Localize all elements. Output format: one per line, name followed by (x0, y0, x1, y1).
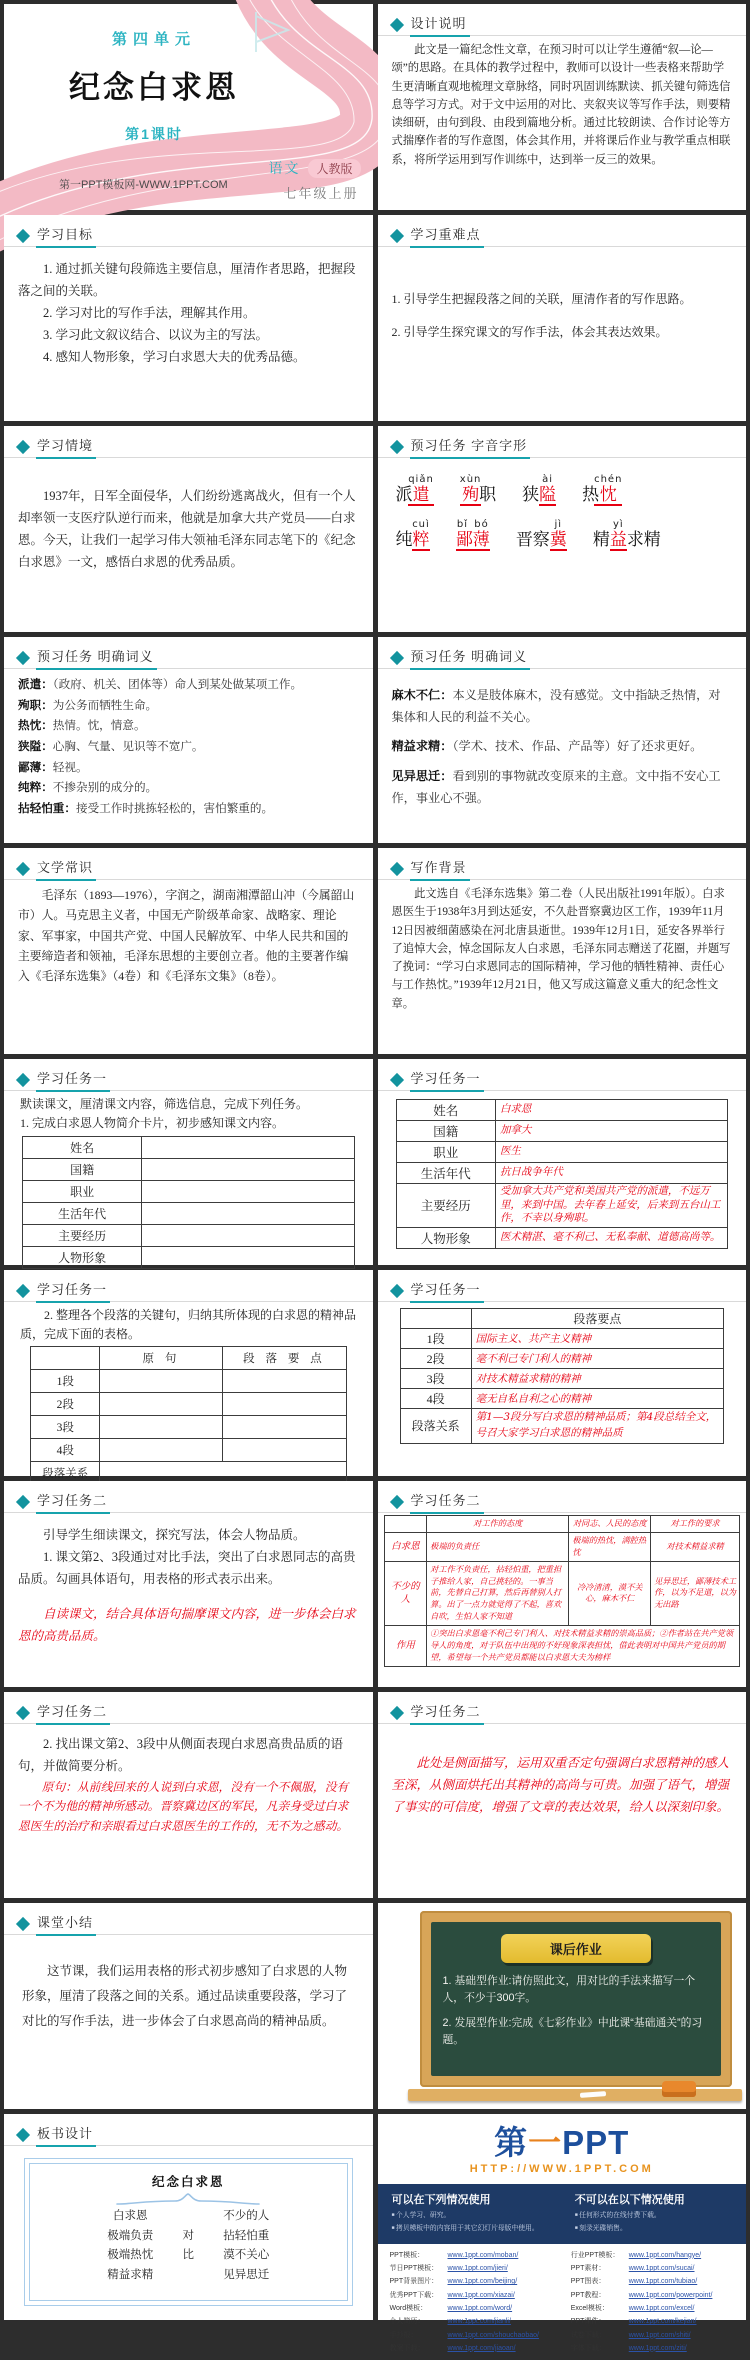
diamond-icon (389, 1494, 403, 1508)
table-row: 2段 毫不利己专门利人的精神 (400, 1349, 724, 1369)
definitions-list (378, 669, 747, 810)
homework-list (443, 1973, 710, 2049)
slide-title: 学习任务二 (36, 1490, 110, 1514)
definition-item: 热忱：热情。忱，情意。 (18, 719, 146, 733)
link-row: 字体下载： www.1ppt.com/ziti/ (571, 2342, 734, 2355)
goal-item: 2. 学习对比的写作手法，理解其作用。 (43, 305, 256, 320)
slide-situation[interactable] (4, 426, 373, 632)
board-row: 白求恩 不少的人 (113, 2210, 270, 2222)
slide-title: 课堂小结 (36, 1912, 96, 1936)
slide-title: 预习任务 明确词义 (410, 646, 531, 670)
usage-item: ■ 刻录光碟销售。 (575, 2223, 732, 2236)
cover-subject-row (268, 158, 360, 178)
definition-item: 鄙薄：轻视。 (18, 760, 88, 774)
slide-task1-points-filled[interactable] (378, 1270, 747, 1476)
homework-item: 2. 发展型作业:完成《七彩作业》中此课“基础通关”的习题。 (442, 2017, 703, 2047)
site-link[interactable]: www.1ppt.com/moban/ (447, 2251, 519, 2259)
eraser-icon (662, 2081, 696, 2097)
task-intro-1: 默读课文，厘清课文内容，筛选信息，完成下列任务。 (20, 1097, 309, 1111)
diamond-icon (16, 1916, 30, 1930)
slide-task2-comparison[interactable] (378, 1481, 747, 1687)
slide-key-points[interactable] (378, 215, 747, 421)
edition-badge: 人教版 (308, 159, 360, 178)
site-link[interactable]: www.1ppt.com/shiti/ (628, 2331, 691, 2339)
slide-header (4, 215, 373, 247)
link-row: PPT课件： www.1ppt.com/kejian/ (571, 2315, 734, 2328)
link-row: PPT模板： www.1ppt.com/moban/ (390, 2249, 553, 2262)
link-columns (378, 2244, 747, 2360)
col-header: 段落要点 (471, 1309, 723, 1329)
literature-text: 毛泽东（1893—1976），字润之，湖南湘潭韶山冲（今属韶山市）人。马克思主义者，中国无产阶级革命家、战略家、理论家、军事家，中国共产党、中国人民解放军、中华人民共和国的主要缔造者和领袖，毛泽东思想的主要创立者。他的主要著作编入《毛泽东选集》（4卷）和《毛泽东文集》（8卷）。 (18, 888, 355, 984)
slide-learning-goals[interactable] (4, 215, 373, 421)
slide-header (378, 637, 747, 669)
site-link[interactable]: www.1ppt.com/tubiao/ (628, 2278, 698, 2286)
paragraph-points-table (400, 1308, 725, 1444)
table-row: 姓名 白求恩 (396, 1100, 728, 1121)
keypoint-item: 1. 引导学生把握段落之间的关联，厘清作者的写作思路。 (391, 292, 692, 306)
slide-title: 文学常识 (36, 857, 96, 881)
diamond-icon (389, 439, 403, 453)
phonics-word: 殉xùn职 (459, 474, 497, 504)
slide-task1-profile-filled[interactable] (378, 1059, 747, 1265)
task-intro: 2. 整理各个段落的关键句，归纳其所体现的白求恩的精神品质，完成下面的表格。 (20, 1308, 357, 1341)
link-row: PPT素材： www.1ppt.com/sucai/ (571, 2262, 734, 2275)
board-title: 纪念白求恩 (151, 2175, 225, 2189)
diamond-icon (16, 1072, 30, 1086)
slide-header (4, 1059, 373, 1091)
goal-item: 1. 通过抓关键句段筛选主要信息，厘清作者思路，把握段落之间的关联。 (18, 262, 356, 298)
board-rows (30, 2207, 347, 2285)
usage-item: ■ 任何形式的在线付费下载。 (575, 2210, 732, 2223)
phonics-rows (378, 458, 747, 550)
slide-title: 学习任务一 (36, 1068, 110, 1092)
slide-header (4, 1481, 373, 1513)
slide-title: 学习情境 (36, 435, 96, 459)
col-header: 原 句 (100, 1347, 223, 1370)
cover-session: 第1课时 (125, 126, 183, 142)
slide-title: 写作背景 (410, 857, 470, 881)
table-row: 人物形象 医术精湛、毫不利己、无私奉献、道德高尚等。 (396, 1227, 728, 1248)
slide-task1-profile-blank[interactable] (4, 1059, 373, 1265)
slide-header (4, 1903, 373, 1935)
table-row: 国籍 (23, 1159, 355, 1181)
denied-usage-title: 不可以在以下情况使用 (574, 2194, 685, 2206)
site-link[interactable]: www.1ppt.com/excel/ (628, 2305, 695, 2312)
slide-title: 学习任务一 (36, 1279, 110, 1303)
usage-item: ■ 个人学习、研究。 (392, 2210, 549, 2223)
definition-item: 精益求精：（学术、技术、作品、产品等）好了还求更好。 (391, 739, 703, 754)
link-row: Word模板： www.1ppt.com/word/ (390, 2302, 553, 2315)
site-link[interactable]: www.1ppt.com/beijing/ (447, 2278, 518, 2286)
slide-header (4, 637, 373, 669)
usage-band (378, 2184, 747, 2244)
slide-header (378, 1270, 747, 1302)
site-link[interactable]: www.1ppt.com/hangye/ (628, 2251, 702, 2259)
definition-item: 拈轻怕重：接受工作时挑拣轻松的，害怕繁重的。 (18, 801, 274, 815)
table-row: 姓名 (23, 1137, 355, 1159)
keypoint-item: 2. 引导学生探究课文的写作手法，体会其表达效果。 (391, 325, 668, 339)
watermark-text: 第一PPT模板网-WWW.1PPT.COM (59, 179, 228, 191)
link-row: 节日PPT模板： www.1ppt.com/jieri/ (390, 2262, 553, 2275)
table-row: 3段 对技术精益求精的精神 (400, 1369, 724, 1389)
slide-header (378, 1692, 747, 1724)
definition-item: 见异思迁：看到别的事物就改变原来的主意。文中指不安心工作，事业心不强。 (391, 769, 721, 805)
background-text: 此文选自《毛泽东选集》第二卷（人民出版社1991年版）。白求恩医生于1938年3月到达延安，不久赴晋察冀边区工作，1939年11月12日因被细菌感染在河北唐县逝世。1939年12月1日，延安各界举行了追悼大会，悼念国际友人白求恩，毛泽东同志赠送了花圈，并题写了挽词：“学习白求恩同志的国际精神，学习他的牺牲精神、责任心与工作热忱。”1939年12月21日，他又写成这篇意义重大的纪念性文章。 (391, 888, 731, 1010)
link-row: 试卷下载： www.1ppt.com/shiti/ (571, 2329, 734, 2342)
slide-word-meanings-2[interactable] (378, 637, 747, 843)
table-row: 主要经历 受加拿大共产党和美国共产党的派遣，不远万里，来到中国。去年春上延安，后来到五台山工作，不幸以身殉职。 (396, 1184, 728, 1228)
slide-background[interactable] (378, 848, 747, 1054)
diamond-icon (389, 650, 403, 664)
slide-task1-keytable-blank[interactable] (4, 1270, 373, 1481)
slide-title: 板书设计 (36, 2123, 96, 2147)
key-sentence-table (30, 1346, 347, 1485)
goals-list (4, 247, 373, 376)
analysis-text: 此处是侧面描写，运用双重否定句强调白求恩精神的感人至深，从侧面烘托出其精神的高尚与可贵。加强了语气，增强了事实的可信度，增强了文章的表达效果，给人以深刻印象。 (391, 1755, 730, 1814)
definitions-list (4, 669, 373, 819)
links-right (571, 2249, 734, 2355)
table-row: 4段 毫无自私自利之心的精神 (400, 1389, 724, 1409)
goal-item: 4. 感知人物形象，学习白求恩大夫的优秀品德。 (43, 349, 306, 364)
table-row: 作用 ①突出白求恩毫不利己专门利人、对技术精益求精的崇高品质；②作者站在共产党领导人的角度，对于队伍中出现的不好现象深表担忧，借此表明对中国共产党员的期望，希望每一个共产党员都能以白求恩大夫为榜样 (384, 1626, 740, 1667)
slide-title: 预习任务 字音字形 (410, 435, 531, 459)
table-row: 人物形象 (23, 1247, 355, 1269)
definition-item: 殉职：为公务而牺牲生命。 (18, 698, 158, 712)
slide-header (4, 426, 373, 458)
homework-item: 1. 基础型作业:请仿照此文，用对比的手法来描写一个人，不少于300字。 (442, 1975, 696, 2004)
site-link[interactable]: www.1ppt.com/ziti/ (628, 2344, 687, 2352)
link-row: 手抄报： www.1ppt.com/shouchaobao/ (390, 2329, 553, 2342)
site-link[interactable]: www.1ppt.com/xiazai/ (447, 2291, 515, 2299)
diamond-icon (389, 17, 403, 31)
slide-header (378, 426, 747, 458)
phonics-word: 派遣qiǎn (395, 474, 434, 504)
table-header-row (400, 1309, 724, 1329)
definition-item: 纯粹：不掺杂别的成分的。 (18, 781, 158, 795)
slide-header (378, 215, 747, 247)
definition-item: 麻木不仁：本义是肢体麻木，没有感觉。文中指缺乏热情，对集体和人民的利益不关心。 (391, 688, 721, 724)
table-row: 国籍 加拿大 (396, 1121, 728, 1142)
link-row: 优秀PPT下载： www.1ppt.com/xiazai/ (390, 2289, 553, 2302)
phonics-row-1 (396, 474, 737, 505)
brand-url: HTTP://WWW.1PPT.COM (469, 2163, 654, 2175)
link-row: 个人简历： www.1ppt.com/jianli/ (390, 2315, 553, 2328)
slide-task2-intro[interactable] (4, 1481, 373, 1687)
summary-text: 这节课，我们运用表格的形式初步感知了白求恩的人物形象，厘清了段落之间的关系。通过品读重要段落，学习了对比的写作手法，进一步体会了白求恩高尚的精神品质。 (22, 1964, 348, 2028)
slide-header (378, 1059, 747, 1091)
cover-title: 纪念白求恩 (69, 70, 239, 105)
slide-title: 学习任务一 (410, 1068, 484, 1092)
site-link[interactable]: www.1ppt.com/jiaoan/ (447, 2344, 516, 2352)
blackboard (431, 1922, 722, 2076)
blackboard-frame (420, 1911, 733, 2087)
slide-header (4, 1270, 373, 1302)
site-link[interactable]: www.1ppt.com/jieri/ (447, 2265, 508, 2273)
slide-title: 学习任务一 (410, 1279, 484, 1303)
profile-table-filled (396, 1099, 729, 1249)
phonics-word: 精益yì求精 (592, 519, 661, 549)
task2-line2: 1. 课文第2、3段通过对比手法，突出了白求恩同志的高贵品质。勾画具体语句，用表格的形式表示出来。 (18, 1549, 356, 1586)
site-link[interactable]: www.1ppt.com/shouchaobao/ (447, 2331, 539, 2339)
slide-word-meanings-1[interactable] (4, 637, 373, 843)
slide-literature[interactable] (4, 848, 373, 1054)
diamond-icon (389, 1283, 403, 1297)
link-row: Excel模板： www.1ppt.com/excel/ (571, 2302, 734, 2315)
slide-title: 学习重难点 (410, 224, 484, 248)
diamond-icon (16, 1705, 30, 1719)
cover-unit: 第四单元 (111, 31, 196, 48)
board-row: 极端热忱 比 漠不关心 (107, 2249, 270, 2262)
diamond-icon (16, 439, 30, 453)
slide-task2-question2[interactable] (4, 1692, 373, 1898)
board-row: 精益求精 见异思迁 (107, 2268, 270, 2281)
table-row: 生活年代 抗日战争年代 (396, 1163, 728, 1184)
task2-answer: 原句：从前线回来的人说到白求恩，没有一个不佩服，没有一个不为他的精神所感动。晋察冀边区的军民，凡亲身受过白求恩医生的治疗和亲眼看过白求恩医生的工作的，无不为之感动。 (18, 1779, 349, 1833)
diamond-icon (16, 650, 30, 664)
first-ppt-logo: 第一PPT (494, 2124, 630, 2161)
board-design-box (24, 2158, 353, 2306)
site-link[interactable]: www.1ppt.com/jianli/ (447, 2318, 511, 2326)
table-row: 不少的人 对工作不负责任，拈轻怕重，把重担子推给人家，自己挑轻的。一事当前，先替自己打算，然后再替别人打算。出了一点力就觉得了不起，喜欢自吹，生怕人家不知道 冷冷清清，漠不关心，麻木不仁 见异思迁，鄙薄技术工作，以为不足道，以为无出路 (384, 1561, 740, 1625)
phonics-word: 热忱chén (582, 474, 623, 504)
slide-design-notes[interactable] (378, 4, 747, 210)
table-header-row: 对工作的态度 对同志、人民的态度 对工作的要求 (384, 1516, 740, 1533)
definition-item: 派遣：（政府、机关、团体等）命人到某处做某项工作。 (18, 678, 303, 691)
slide-header (378, 4, 747, 36)
brace-graphic (113, 2192, 263, 2205)
table-row: 职业 (23, 1181, 355, 1203)
link-row: PPT图表： www.1ppt.com/tubiao/ (571, 2275, 734, 2288)
phonics-word: 狭隘ài (522, 474, 557, 504)
table-row: 段落关系 第1—3段分写白求恩的精神品质；第4段总结全文，号召大家学习白求恩的精神品质 (400, 1409, 724, 1444)
phonics-word: 纯粹cuì (395, 519, 430, 549)
slide-title: 学习目标 (36, 224, 96, 248)
allowed-usage-title: 可以在下列情况使用 (391, 2194, 491, 2206)
task-intro-2: 1. 完成白求恩人物简介卡片，初步感知课文内容。 (20, 1115, 285, 1130)
phonics-row-2 (396, 519, 737, 550)
keypoints-list (378, 247, 747, 363)
link-row: PPT教程： www.1ppt.com/powerpoint/ (571, 2289, 734, 2302)
slide-task2-analysis[interactable] (378, 1692, 747, 1898)
diamond-icon (16, 1494, 30, 1508)
slide-title: 学习任务二 (36, 1701, 110, 1725)
denied-usage-list (575, 2210, 732, 2236)
table-header-row (31, 1347, 347, 1370)
links-left (390, 2249, 553, 2355)
table-row: 4段 (31, 1439, 347, 1462)
goal-item: 3. 学习此文叙议结合、以议为主的写法。 (43, 327, 269, 342)
diamond-icon (389, 228, 403, 242)
table-row: 职业 医生 (396, 1142, 728, 1163)
diamond-icon (389, 1072, 403, 1086)
table-row: 2段 (31, 1393, 347, 1416)
diamond-icon (16, 2127, 30, 2141)
task2-note: 自读课文，结合具体语句揣摩课文内容，进一步体会白求恩的高贵品质。 (18, 1605, 356, 1643)
table-row: 白求恩 极端的负责任 极端的热忱，满腔热忱 对技术精益求精 (384, 1532, 740, 1561)
slide-summary[interactable] (4, 1903, 373, 2109)
slide-header (4, 2114, 373, 2146)
phonics-word: 鄙薄bǐ bó (455, 519, 490, 549)
site-link[interactable]: www.1ppt.com/powerpoint/ (628, 2291, 713, 2299)
allowed-usage-list (392, 2210, 549, 2236)
table-row: 1段 (31, 1370, 347, 1393)
slide-header (4, 1692, 373, 1724)
task2-question: 2. 找出课文第2、3段中从侧面表现白求恩高贵品质的语句，并做简要分析。 (18, 1737, 344, 1773)
task2-line1: 引导学生细读课文，探究写法，体会人物品质。 (43, 1528, 306, 1542)
slide-board-design[interactable] (4, 2114, 373, 2320)
table-row: 生活年代 (23, 1203, 355, 1225)
site-link[interactable]: www.1ppt.com/word/ (447, 2305, 513, 2312)
table-row: 1段 国际主义、共产主义精神 (400, 1329, 724, 1349)
grade-label: 七年级上册 (283, 186, 359, 201)
link-row: 教案下载： www.1ppt.com/jiaoan/ (390, 2342, 553, 2355)
slide-header (378, 1481, 747, 1513)
table-row: 主要经历 (23, 1225, 355, 1247)
link-row: PPT背景图片： www.1ppt.com/beijing/ (390, 2275, 553, 2288)
slide-header (4, 848, 373, 880)
link-row: 行业PPT模板： www.1ppt.com/hangye/ (571, 2249, 734, 2262)
diamond-icon (16, 228, 30, 242)
slide-header (378, 848, 747, 880)
slide-brand-footer[interactable] (378, 2114, 747, 2352)
board-row: 极端负责 对 拈轻怕重 (107, 2229, 270, 2242)
slide-cover[interactable] (4, 4, 373, 210)
slide-title: 学习任务二 (410, 1701, 484, 1725)
slide-homework[interactable] (378, 1903, 747, 2109)
col-header: 段 落 要 点 (223, 1347, 346, 1370)
slide-phonics[interactable] (378, 426, 747, 632)
table-row: 3段 (31, 1416, 347, 1439)
comparison-table (384, 1515, 741, 1667)
subject-label: 语文 (268, 160, 301, 176)
site-link[interactable]: www.1ppt.com/sucai/ (628, 2265, 695, 2273)
usage-item: ■ 拷贝模板中的内容用于其它幻灯片母版中使用。 (392, 2223, 549, 2236)
phonics-word: 晋察冀jì (515, 519, 567, 549)
diamond-icon (389, 861, 403, 875)
definition-item: 狭隘：心胸、气量、见识等不宽广。 (18, 739, 204, 753)
site-link[interactable]: www.1ppt.com/kejian/ (628, 2318, 697, 2326)
slide-title: 学习任务二 (410, 1490, 484, 1514)
diamond-icon (16, 861, 30, 875)
situation-text: 1937年，日军全面侵华，人们纷纷逃离战火，但有一个人却率领一支医疗队逆行而来，他就是加拿大共产党员——白求恩。今天，让我们一起学习伟大领袖毛泽东同志笔下的《纪念白求恩》一文，感悟白求恩的优秀品质。 (18, 489, 356, 569)
homework-banner: 课后作业 (501, 1934, 651, 1963)
slide-title: 预习任务 明确词义 (36, 646, 157, 670)
slide-title: 设计说明 (410, 13, 470, 37)
diamond-icon (389, 1705, 403, 1719)
profile-table-blank (22, 1136, 355, 1269)
table-row: 段落关系 (31, 1462, 347, 1485)
diamond-icon (16, 1283, 30, 1297)
design-notes-text: 此文是一篇纪念性文章，在预习时可以让学生遵循“叙—论—颂”的思路。在具体的教学过程中，教师可以设计一些表格来帮助学生更清晰直观地梳理文章脉络，同时巩固训练默读、抓关键句筛选信息等学习方式。对于文中运用的对比、夹叙夹议等写作手法，则要精读细研，由句到段、由段到篇地分析。通过比较朗读、合作讨论等方式揣摩作者的写作意图，体会其作用，并将课后作业与教学重点相联系，将所学运用到写作训练中，达到举一反三的效果。 (391, 44, 731, 166)
